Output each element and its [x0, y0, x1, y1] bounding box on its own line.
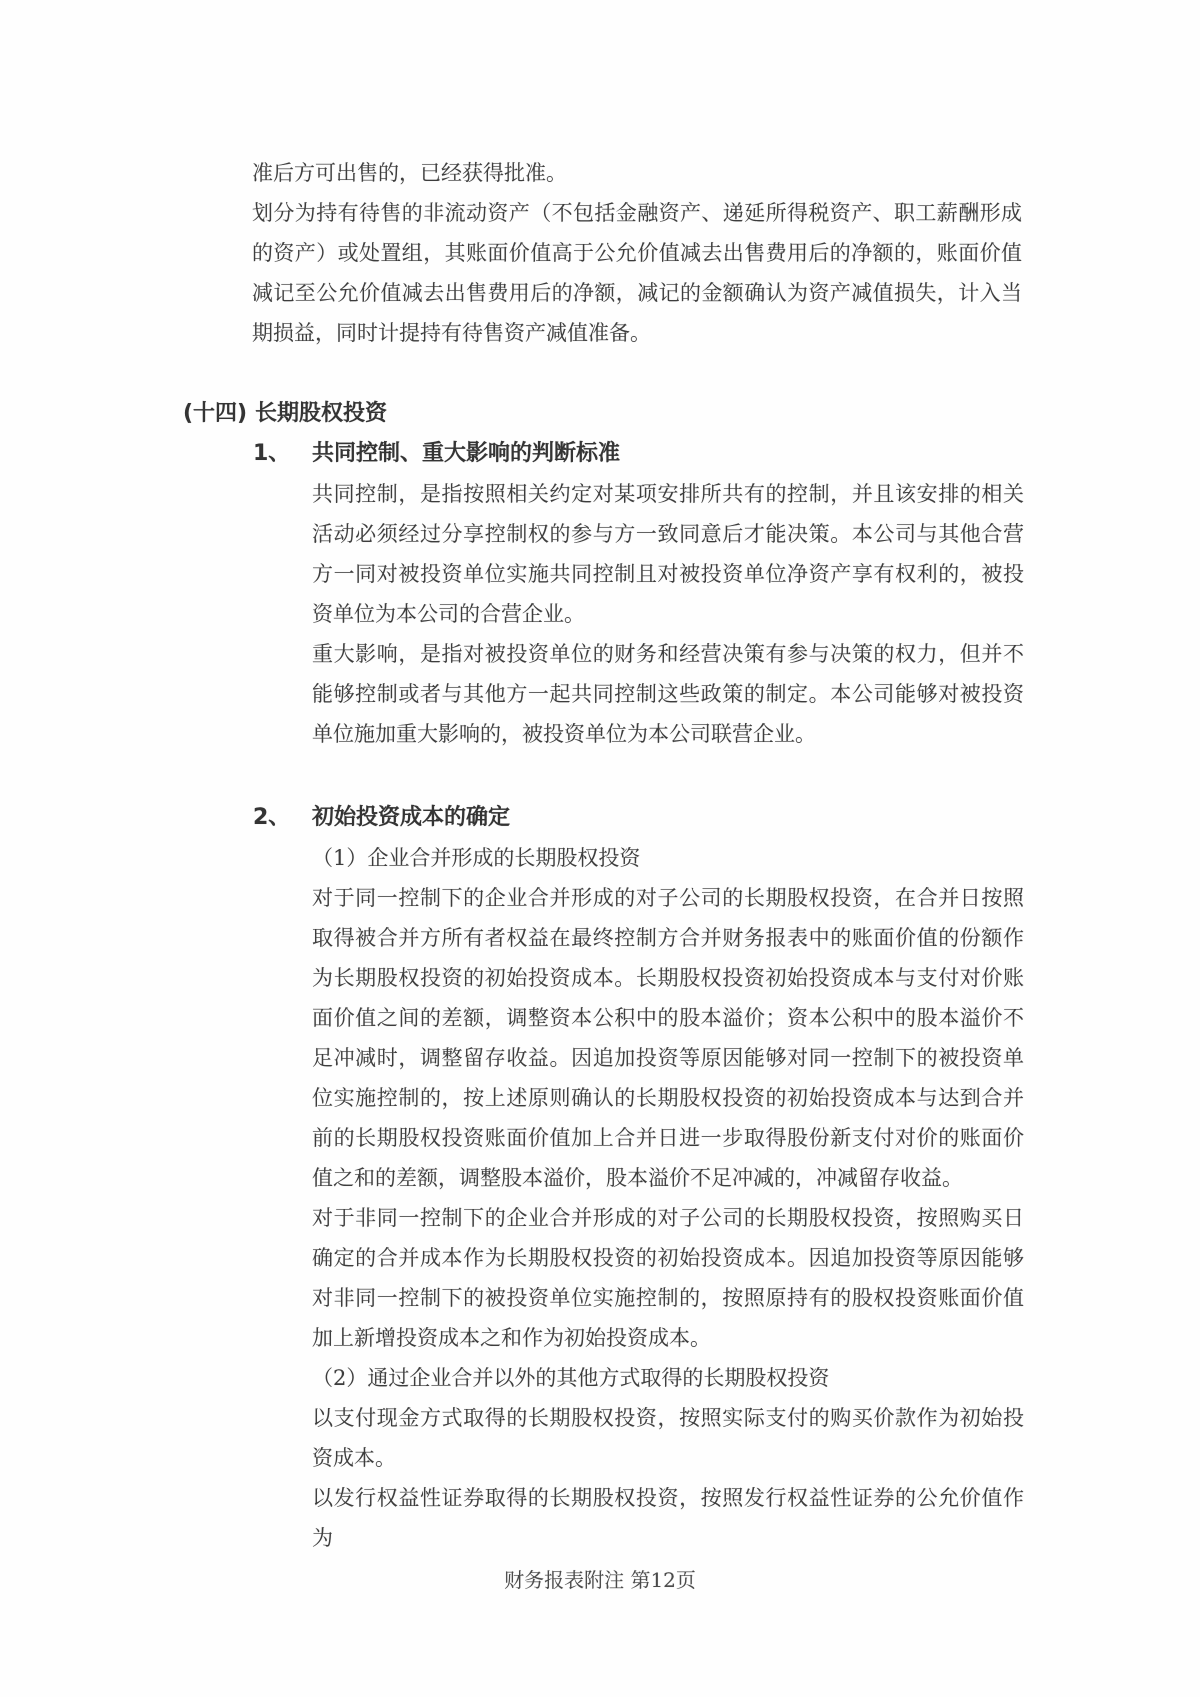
- numbered-item: [0, 434, 1200, 754]
- paragraph: 重大影响，是指对被投资单位的财务和经营决策有参与决策的权力，但并不能够控制或者与其他方一起共同控制这些政策的制定。本公司能够对被投资单位施加重大影响的，被投资单位为本公司联营企业。: [312, 642, 1024, 746]
- section-title: 长期股权投资: [255, 401, 388, 426]
- paragraph: 对于同一控制下的企业合并形成的对子公司的长期股权投资，在合并日按照取得被合并方所有者权益在最终控制方合并财务报表中的账面价值的份额作为长期股权投资的初始投资成本。长期股权投资初始投资成本与支付对价账面价值之间的差额，调整资本公积中的股本溢价；资本公积中的股本溢价不足冲减时，调整留存收益。因追加投资等原因能够对同一控制下的被投资单位实施控制的，按上述原则确认的长期股权投资的初始投资成本与达到合并前的长期股权投资账面价值加上合并日进一步取得股份新支付对价的账面价值之和的差额，调整股本溢价，股本溢价不足冲减的，冲减留存收益。: [312, 886, 1024, 1190]
- item-title: 初始投资成本的确定: [312, 805, 511, 830]
- item-body: [312, 838, 1024, 1558]
- item-body: [312, 474, 1024, 754]
- paragraph: 以支付现金方式取得的长期股权投资，按照实际支付的购买价款作为初始投资成本。: [312, 1406, 1024, 1470]
- section-long-term-equity-investment: [0, 394, 1200, 1558]
- paragraph: 划分为持有待售的非流动资产（不包括金融资产、递延所得税资产、职工薪酬形成的资产）或处置组，其账面价值高于公允价值减去出售费用后的净额的，账面价值减记至公允价值减去出售费用后的净额，减记的金额确认为资产减值损失，计入当期损益，同时计提持有待售资产减值准备。: [252, 201, 1022, 345]
- paragraph: （2）通过企业合并以外的其他方式取得的长期股权投资: [312, 1366, 830, 1390]
- section-items: [0, 434, 1200, 1558]
- paragraph: 对于非同一控制下的企业合并形成的对子公司的长期股权投资，按照购买日确定的合并成本作为长期股权投资的初始投资成本。因追加投资等原因能够对非同一控制下的被投资单位实施控制的，按照原持有的股权投资账面价值加上新增投资成本之和作为初始投资成本。: [312, 1206, 1024, 1350]
- footer-text: 财务报表附注 第12页: [504, 1568, 696, 1592]
- section-heading: [183, 394, 1200, 434]
- item-heading: [253, 798, 1200, 838]
- item-number: 1、: [253, 441, 291, 466]
- intro-block: [252, 0, 1022, 353]
- numbered-item: [0, 798, 1200, 1558]
- item-title: 共同控制、重大影响的判断标准: [312, 441, 621, 466]
- item-number: 2、: [253, 805, 291, 830]
- item-heading: [253, 434, 1200, 474]
- paragraph: （1）企业合并形成的长期股权投资: [312, 846, 641, 870]
- paragraph: 准后方可出售的，已经获得批准。: [252, 161, 567, 185]
- paragraph: 以发行权益性证券取得的长期股权投资，按照发行权益性证券的公允价值作为: [312, 1486, 1024, 1550]
- section-number: (十四): [183, 401, 248, 426]
- paragraph: 共同控制，是指按照相关约定对某项安排所共有的控制，并且该安排的相关活动必须经过分享控制权的参与方一致同意后才能决策。本公司与其他合营方一同对被投资单位实施共同控制且对被投资单位净资产享有权利的，被投资单位为本公司的合营企业。: [312, 482, 1024, 626]
- page-footer: [0, 1566, 1200, 1594]
